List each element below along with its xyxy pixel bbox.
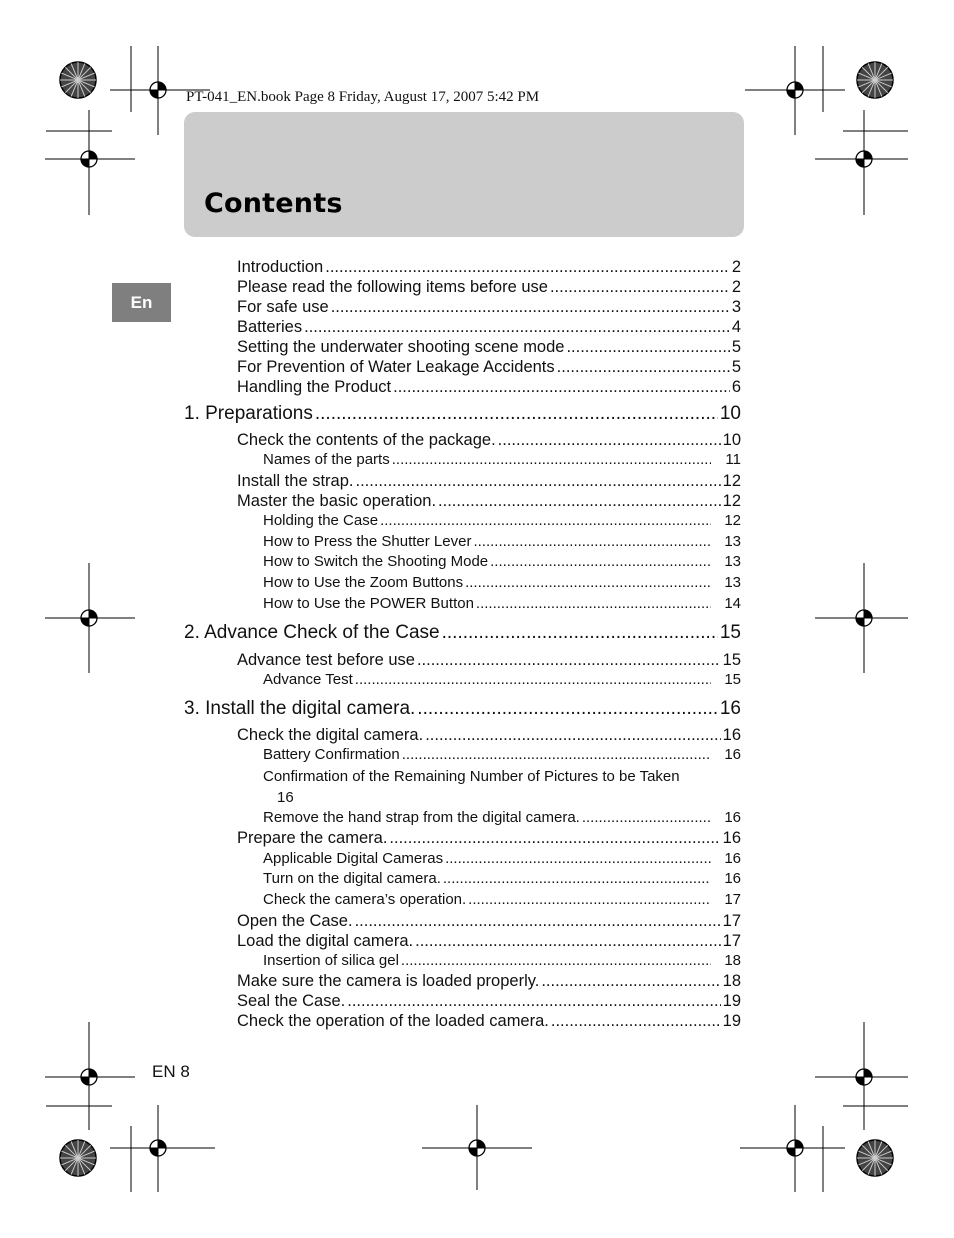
toc-entry[interactable] [237, 298, 741, 317]
toc-entry-page: 19 [722, 1012, 741, 1030]
dot-leader [566, 338, 729, 357]
toc-entry[interactable] [237, 318, 741, 337]
dot-leader [389, 829, 720, 848]
dot-leader [476, 595, 711, 612]
toc-entry-text: Load the digital camera. [237, 932, 414, 950]
toc-entry[interactable] [237, 992, 741, 1011]
toc-entry-page: 13 [724, 553, 741, 570]
dot-leader [315, 403, 718, 425]
dot-leader [355, 472, 720, 491]
dot-leader [331, 298, 730, 317]
toc-chapter[interactable] [184, 622, 741, 644]
dot-leader [473, 533, 711, 550]
toc-entry[interactable] [237, 378, 741, 397]
toc-entry-text: How to Use the POWER Button [263, 595, 474, 612]
toc-entry-page: 12 [724, 512, 741, 529]
toc-entry-page: 16 [719, 698, 741, 719]
dot-leader [490, 553, 711, 570]
toc-entry-text: Applicable Digital Cameras [263, 850, 444, 867]
toc-entry-text: For Prevention of Water Leakage Accidents [237, 358, 555, 376]
toc-entry-text: Prepare the camera. [237, 829, 388, 847]
toc-entry-page: 16 [722, 829, 741, 847]
toc-entry[interactable] [237, 932, 741, 951]
dot-leader [438, 492, 721, 511]
toc-entry-page: 16 [722, 726, 741, 744]
toc-entry[interactable] [263, 533, 741, 550]
toc-entry[interactable] [263, 766, 748, 808]
toc-entry-page: 12 [722, 472, 741, 490]
toc-entry-text: How to Press the Shutter Lever [263, 533, 472, 550]
toc-entry[interactable] [237, 651, 741, 670]
toc-entry-text: Check the contents of the package. [237, 431, 496, 449]
toc-entry-text: Check the operation of the loaded camera. [237, 1012, 549, 1030]
dot-leader [425, 726, 720, 745]
toc-entry-text: 3. Install the digital camera. [184, 698, 416, 719]
toc-entry-text: Make sure the camera is loaded properly. [237, 972, 540, 990]
toc-entry-page: 10 [722, 431, 741, 449]
toc-entry-page: 19 [722, 992, 741, 1010]
toc-entry[interactable] [263, 952, 741, 969]
toc-entry-page: 17 [722, 932, 741, 950]
dot-leader [347, 992, 720, 1011]
toc-entry-text: How to Use the Zoom Buttons [263, 574, 464, 591]
dot-leader [415, 932, 721, 951]
title-banner [184, 112, 744, 237]
toc-entry-page: 16 [724, 746, 741, 763]
toc-entry-page: 18 [722, 972, 741, 990]
toc-entry[interactable] [263, 891, 741, 908]
dot-leader [550, 278, 730, 297]
toc-entry-page: 13 [724, 574, 741, 591]
toc-entry[interactable] [263, 553, 741, 570]
toc-entry-page: 16 [724, 850, 741, 867]
dot-leader [468, 891, 711, 908]
toc-entry-text: Introduction [237, 258, 324, 276]
toc-entry-text: 2. Advance Check of the Case [184, 622, 440, 643]
toc-entry[interactable] [237, 278, 741, 297]
toc-entry[interactable] [237, 829, 741, 848]
toc-entry[interactable] [237, 972, 741, 991]
toc-entry[interactable] [263, 595, 741, 612]
toc-entry[interactable] [263, 671, 741, 688]
toc-chapter[interactable] [184, 403, 741, 425]
dot-leader [445, 850, 711, 867]
dot-leader [355, 912, 721, 931]
toc-entry-page: 10 [719, 403, 741, 424]
toc-entry[interactable] [237, 431, 741, 450]
dot-leader [392, 451, 711, 468]
toc-entry-text: Names of the parts [263, 451, 390, 468]
toc-entry[interactable] [263, 850, 741, 867]
dot-leader [304, 318, 730, 337]
toc-entry-text: Confirmation of the Remaining Number of Pictures to be Taken [263, 768, 680, 785]
toc-entry[interactable] [237, 492, 741, 511]
toc-entry-page: 16 [724, 809, 741, 826]
toc-entry[interactable] [237, 912, 741, 931]
toc-entry-text: Advance test before use [237, 651, 415, 669]
toc-entry-text: Turn on the digital camera. [263, 870, 441, 887]
toc-entry-text: Batteries [237, 318, 303, 336]
toc-entry-text: Holding the Case [263, 512, 379, 529]
toc-entry-text: Setting the underwater shooting scene mode [237, 338, 565, 356]
toc-entry[interactable] [263, 574, 741, 591]
toc-entry-text: Open the Case. [237, 912, 353, 930]
dot-leader [402, 746, 711, 763]
page-number: EN 8 [152, 1062, 190, 1081]
toc-entry-page: 14 [724, 595, 741, 612]
dot-leader [442, 622, 718, 644]
toc-entry-page: 18 [724, 952, 741, 969]
toc-entry[interactable] [237, 338, 741, 357]
toc-entry-text: Install the strap. [237, 472, 354, 490]
dot-leader [443, 870, 711, 887]
toc-entry-page: 2 [731, 278, 741, 296]
print-header: PT-041_EN.book Page 8 Friday, August 17, 2007 5:42 PM [186, 89, 540, 105]
toc-entry-page: 16 [724, 870, 741, 887]
toc-chapter[interactable] [184, 698, 741, 720]
page-title: Contents [204, 188, 343, 219]
dot-leader [355, 671, 711, 688]
toc-entry[interactable] [237, 726, 741, 745]
toc-entry-text: Check the camera’s operation. [263, 891, 467, 908]
dot-leader [498, 431, 721, 450]
toc-entry[interactable] [263, 809, 741, 826]
toc-entry[interactable] [263, 451, 741, 468]
dot-leader [325, 258, 730, 277]
toc-entry-page: 17 [724, 891, 741, 908]
toc-entry-text: 1. Preparations [184, 403, 313, 424]
toc-entry-text: Please read the following items before use [237, 278, 548, 296]
toc-entry-page: 12 [722, 492, 741, 510]
toc-entry[interactable] [263, 870, 741, 887]
dot-leader [551, 1012, 721, 1031]
dot-leader [380, 512, 711, 529]
toc-entry-page: 17 [722, 912, 741, 930]
toc-entry-text: Handling the Product [237, 378, 392, 396]
toc-entry[interactable] [263, 512, 741, 529]
toc-entry-page: 16 [277, 789, 294, 806]
toc-entry-page: 11 [725, 451, 741, 468]
dot-leader [582, 809, 711, 826]
toc-entry-text: Battery Confirmation [263, 746, 400, 763]
dot-leader [557, 358, 730, 377]
toc-entry-text: Check the digital camera. [237, 726, 424, 744]
toc-entry-page: 15 [722, 651, 741, 669]
language-tab: En [112, 283, 171, 322]
toc-entry[interactable] [237, 472, 741, 491]
toc-entry-text: Insertion of silica gel [263, 952, 399, 969]
dot-leader [393, 378, 730, 397]
toc-entry-page: 4 [731, 318, 741, 336]
toc-entry-page: 15 [724, 671, 741, 688]
toc-entry[interactable] [237, 1012, 741, 1031]
toc-entry-text: Remove the hand strap from the digital camera. [263, 809, 580, 826]
toc-entry-text: For safe use [237, 298, 329, 316]
toc-entry-page: 3 [731, 298, 741, 316]
toc-entry-text: Master the basic operation. [237, 492, 437, 510]
toc-entry-text: How to Switch the Shooting Mode [263, 553, 489, 570]
toc-entry[interactable] [237, 258, 741, 277]
dot-leader [541, 972, 720, 991]
toc-entry[interactable] [237, 358, 741, 377]
toc-entry-page: 5 [731, 358, 741, 376]
dot-leader [417, 698, 718, 720]
toc-entry-page: 13 [724, 533, 741, 550]
dot-leader [401, 952, 711, 969]
dot-leader [465, 574, 711, 591]
toc-entry[interactable] [263, 746, 741, 763]
toc-entry-text: Seal the Case. [237, 992, 346, 1010]
toc-entry-page: 2 [731, 258, 741, 276]
toc-entry-page: 15 [719, 622, 741, 643]
toc-entry-page: 6 [731, 378, 741, 396]
dot-leader [417, 651, 721, 670]
toc-entry-text: Advance Test [263, 671, 353, 688]
toc-entry-page: 5 [731, 338, 741, 356]
